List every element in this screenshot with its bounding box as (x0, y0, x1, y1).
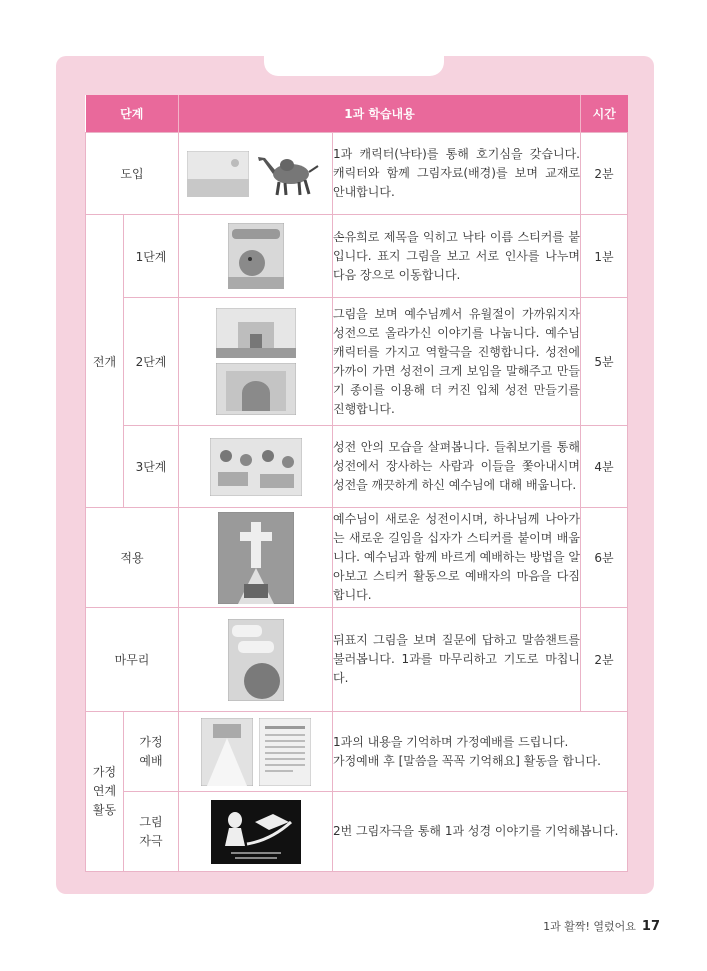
table-row (86, 712, 628, 792)
time-cell: 2분 (581, 608, 628, 712)
cross-sticker-image (218, 512, 294, 604)
time-cell: 5분 (581, 298, 628, 426)
home-worship-page-image (201, 718, 253, 786)
description-cell: 그림을 보며 예수님께서 유월절이 가까워지자 성전으로 올라가신 이야기를 나눕니다. 예수님 캐릭터를 가지고 역할극을 진행합니다. 성전에 가까이 가면 성전이 크게 보임을 말해주고 만들기 종이를 이용해 더 커진 입체 성전 만들기를 진행합니다. (333, 298, 581, 426)
stage-cell: 가정 예배 (124, 712, 179, 792)
stage-cell: 도입 (86, 133, 179, 215)
table-row (86, 426, 628, 508)
table-row (86, 792, 628, 872)
description-cell: 손유희로 제목을 익히고 낙타 이름 스티커를 붙입니다. 표지 그림을 보고 서로 인사를 나누며 다음 장으로 이동합니다. (333, 215, 581, 298)
description-cell: 성전 안의 모습을 살펴봅니다. 들춰보기를 통해 성전에서 장사하는 사람과 이들을 쫓아내시며 성전을 깨끗하게 하신 예수님에 대해 배웁니다. (333, 426, 581, 508)
stage-cell: 2단계 (124, 298, 179, 426)
image-cell (179, 712, 333, 792)
description-cell: 예수님이 새로운 성전이시며, 하나님께 나아가는 새로운 길임을 십자가 스티커를 붙이며 배웁니다. 예수님과 함께 바르게 예배하는 방법을 알아보고 스티커 활동으로 예배자의 마음을 다짐합니다. (333, 508, 581, 608)
time-cell: 4분 (581, 426, 628, 508)
cover-page-image (228, 223, 284, 289)
time-cell: 2분 (581, 133, 628, 215)
image-cell (179, 792, 333, 872)
image-cell (179, 133, 333, 215)
temple-market-image (210, 438, 302, 496)
description-cell: 1과의 내용을 기억하며 가정예배를 드립니다. 가정예배 후 [말씀을 꼭꼭 기억해요] 활동을 합니다. (333, 712, 628, 792)
description-cell: 1과 캐릭터(낙타)를 통해 호기심을 갖습니다. 캐릭터와 함께 그림자료(배경)를 보며 교재로 안내합니다. (333, 133, 581, 215)
back-cover-image (228, 619, 284, 701)
desert-background-image (187, 151, 249, 197)
table-header-row (86, 95, 628, 133)
stage-cell: 적용 (86, 508, 179, 608)
table-row (86, 508, 628, 608)
image-cell (179, 215, 333, 298)
table-row (86, 133, 628, 215)
temple-scene-image (216, 308, 296, 358)
image-cell (179, 508, 333, 608)
stage-cell: 1단계 (124, 215, 179, 298)
frame-notch (264, 54, 444, 76)
home-worship-text-image (259, 718, 311, 786)
header-stage: 단계 (86, 95, 179, 133)
picture-stimulus-image (211, 800, 301, 864)
page-number: 17 (641, 919, 660, 934)
image-cell (179, 298, 333, 426)
table-row (86, 608, 628, 712)
stage-cell: 마무리 (86, 608, 179, 712)
table-row (86, 215, 628, 298)
description-cell: 뒤표지 그림을 보며 질문에 답하고 말씀챈트를 불러봅니다. 1과를 마무리하고 기도로 마칩니다. (333, 608, 581, 712)
description-cell: 2번 그림자극을 통해 1과 성경 이야기를 기억해봅니다. (333, 792, 628, 872)
group-cell-home: 가정 연계 활동 (86, 712, 124, 872)
footer-title: 1과 활짝! 열렸어요 (543, 920, 636, 933)
lesson-plan-table (85, 95, 628, 872)
time-cell: 6분 (581, 508, 628, 608)
time-cell: 1분 (581, 215, 628, 298)
camel-character-image (255, 152, 325, 196)
page-footer (543, 918, 660, 934)
header-time: 시간 (581, 95, 628, 133)
image-cell (179, 608, 333, 712)
image-cell (179, 426, 333, 508)
stage-cell: 3단계 (124, 426, 179, 508)
group-cell-development: 전개 (86, 215, 124, 508)
temple-gate-image (216, 363, 296, 415)
stage-cell: 그림 자극 (124, 792, 179, 872)
header-content: 1과 학습내용 (179, 95, 581, 133)
table-row (86, 298, 628, 426)
